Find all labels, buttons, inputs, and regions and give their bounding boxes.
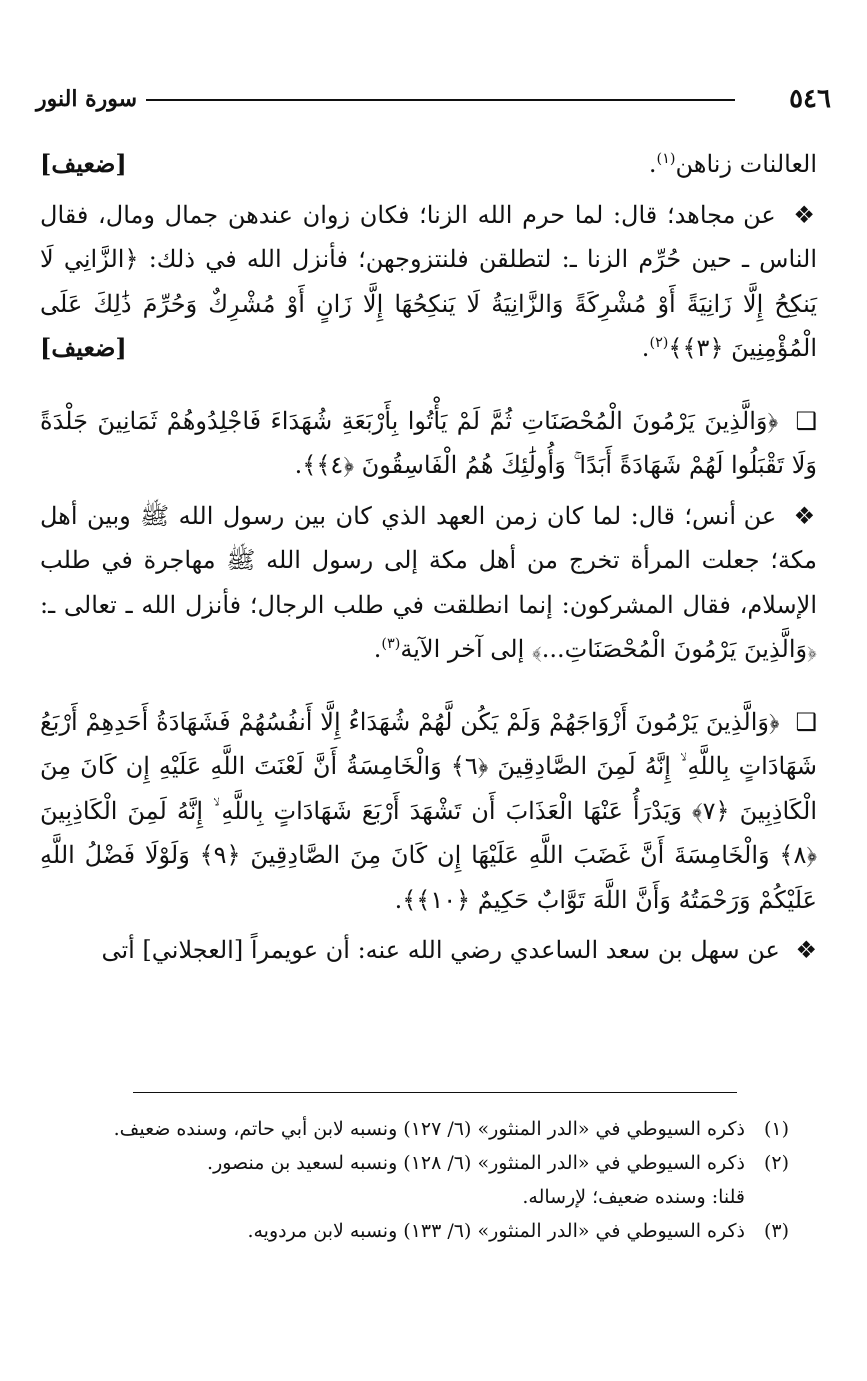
footnote-number: (٢) xyxy=(763,1152,789,1174)
footnotes xyxy=(40,1112,789,1248)
quran-verse: ﴿وَالَّذِينَ يَرْمُونَ الْمُحْصَنَاتِ...﴾ xyxy=(531,635,817,663)
page-header xyxy=(36,82,831,116)
paragraph-text: عن أنس؛ قال: لما كان زمن العهد الذي كان بين رسول الله ﷺ وبين أهل مكة؛ جعلت المرأة تخرج من أهل مكة إلى رسول الله ﷺ مهاجرة في طلب الإسلام، فقال المشركون: إنما انطلقت في طلب الرجال؛ فأنزل الله ـ تعالى ـ: xyxy=(40,501,817,619)
paragraph-3 xyxy=(40,399,817,488)
paragraph-text: عن مجاهد؛ قال: لما حرم الله الزنا؛ فكان زوان عندهن جمال ومال، فقال الناس ـ حين حُرِّم الزنا ـ: لتطلقن فلنتزوجهن؛ فأنزل الله في ذلك: xyxy=(40,200,817,273)
period: . xyxy=(641,334,650,362)
footnote-ref[interactable]: (٣) xyxy=(381,636,401,652)
header-rule xyxy=(146,99,735,101)
period: . xyxy=(648,150,657,178)
paragraph-1 xyxy=(40,142,817,187)
main-text xyxy=(40,142,817,973)
paragraph-5 xyxy=(40,700,817,923)
paragraph-text: إلى آخر الآية xyxy=(400,635,525,663)
footnote-2 xyxy=(40,1146,789,1180)
footnote-3 xyxy=(40,1214,789,1248)
footnote-number: (٣) xyxy=(763,1220,789,1242)
footnote-text: قلنا: وسنده ضعيف؛ لإرساله. xyxy=(522,1186,745,1208)
diamond-bullet-icon: ❖ xyxy=(793,501,818,530)
period: . xyxy=(394,885,403,914)
paragraph-6 xyxy=(40,928,817,973)
paragraph-2 xyxy=(40,193,817,371)
footnote-text: ذكره السيوطي في «الدر المنثور» (٦/ ١٣٣) ونسبه لابن مردويه. xyxy=(247,1220,745,1242)
square-bullet-icon: ❑ xyxy=(795,406,817,435)
footnote-1 xyxy=(40,1112,789,1146)
grade-label: [ضعيف] xyxy=(40,149,127,178)
paragraph-text: عن سهل بن سعد الساعدي رضي الله عنه: أن عويمراً [العجلاني] أتى xyxy=(101,936,780,964)
diamond-bullet-icon: ❖ xyxy=(795,936,817,964)
footnote-text: ذكره السيوطي في «الدر المنثور» (٦/ ١٢٨) ونسبه لسعيد بن منصور. xyxy=(207,1152,745,1174)
diamond-bullet-icon: ❖ xyxy=(793,200,817,229)
quran-verse: ﴿وَالَّذِينَ يَرْمُونَ أَزْوَاجَهُمْ وَلَمْ يَكُن لَّهُمْ شُهَدَاءُ إِلَّا أَنفُسُهُمْ فَشَهَادَةُ أَحَدِهِمْ أَرْبَعُ شَهَادَاتٍ بِاللَّهِ ۙ إِنَّهُ لَمِنَ الصَّادِقِينَ ﴿٦﴾ وَالْخَامِسَةُ أَنَّ لَعْنَتَ اللَّهِ عَلَيْهِ إِن كَانَ مِنَ الْكَاذِبِينَ ﴿٧﴾ وَيَدْرَأُ عَنْهَا الْعَذَابَ أَن تَشْهَدَ أَرْبَعَ شَهَادَاتٍ بِاللَّهِ ۙ إِنَّهُ لَمِنَ الْكَاذِبِينَ ﴿٨﴾ وَالْخَامِسَةَ أَنَّ غَضَبَ اللَّهِ عَلَيْهَا إِن كَانَ مِنَ الصَّادِقِينَ ﴿٩﴾ وَلَوْلَا فَضْلُ اللَّهِ عَلَيْكُمْ وَرَحْمَتُهُ وَأَنَّ اللَّهَ تَوَّابٌ حَكِيمٌ ﴿١٠﴾﴾ xyxy=(40,707,818,914)
page-number: ٥٤٦ xyxy=(789,84,831,114)
paragraph-text: العالنات زناهن xyxy=(675,150,817,178)
footnote-rule xyxy=(133,1092,737,1093)
square-bullet-icon: ❑ xyxy=(795,707,817,736)
quran-verse: ﴿الزَّانِي لَا يَنكِحُ إِلَّا زَانِيَةً أَوْ مُشْرِكَةً وَالزَّانِيَةُ لَا يَنكِحُهَا إِلَّا زَانٍ أَوْ مُشْرِكٌ وَحُرِّمَ ذَٰلِكَ عَلَى الْمُؤْمِنِينَ ﴿٣﴾﴾ xyxy=(40,245,817,362)
period: . xyxy=(294,451,303,479)
surah-title: سورة النور xyxy=(36,86,138,112)
footnote-ref[interactable]: (١) xyxy=(656,151,676,167)
quran-verse: ﴿وَالَّذِينَ يَرْمُونَ الْمُحْصَنَاتِ ثُمَّ لَمْ يَأْتُوا بِأَرْبَعَةِ شُهَدَاءَ فَاجْلِدُوهُمْ ثَمَانِينَ جَلْدَةً وَلَا تَقْبَلُوا لَهُمْ شَهَادَةً أَبَدًا ۚ وَأُولَٰئِكَ هُمُ الْفَاسِقُونَ ﴿٤﴾﴾ xyxy=(40,406,817,479)
period: . xyxy=(373,635,382,663)
footnote-text: ذكره السيوطي في «الدر المنثور» (٦/ ١٢٧) ونسبه لابن أبي حاتم، وسنده ضعيف. xyxy=(113,1118,745,1140)
paragraph-4 xyxy=(40,494,817,672)
footnote-ref[interactable]: (٢) xyxy=(649,335,669,351)
grade-label: [ضعيف] xyxy=(40,333,127,362)
footnote-2-continued xyxy=(40,1180,789,1214)
footnote-number: (١) xyxy=(763,1118,789,1140)
